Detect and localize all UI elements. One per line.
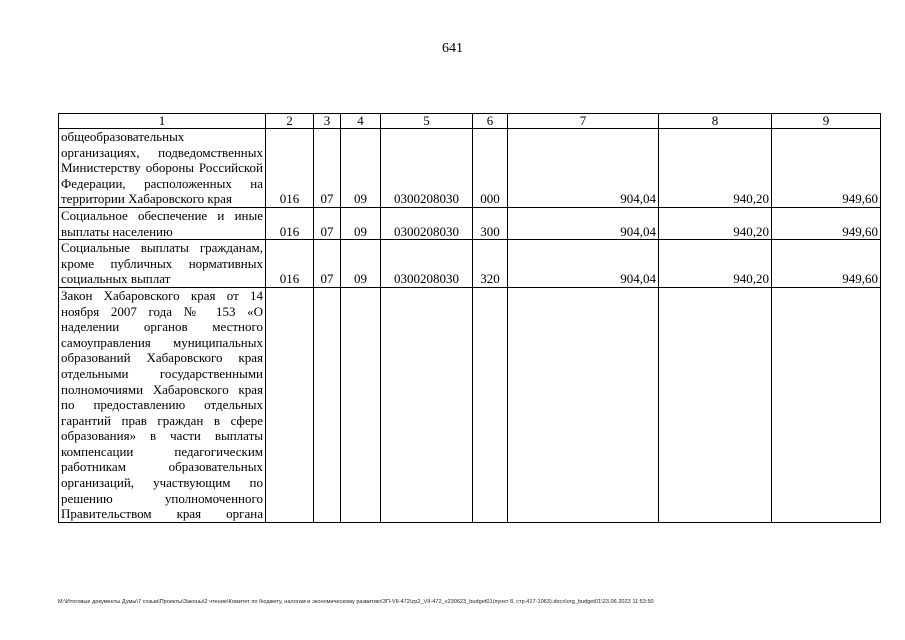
target-article-code: 0300208030: [381, 129, 473, 208]
header-cell: 6: [473, 114, 508, 129]
table-row: [59, 129, 881, 208]
amount-col9: 949,60: [772, 240, 881, 288]
section-code: 07: [314, 129, 341, 208]
ministry-code: 016: [266, 240, 314, 288]
row-description: Закон Хабаровского края от 14 ноября 2007 года № 153 «О наделении органов местного самоуправления муниципальных образований Хабаровского края отдельными государственными полномочиями Хабаровского края по предоставлению отдельных гарантий прав граждан в сфере образования» в части выплаты компенсации педагогическим работникам образовательных организаций, участвующим по решению уполномоченного Правительством края органа: [59, 287, 266, 522]
amount-col7: 904,04: [508, 207, 659, 239]
section-code: 07: [314, 207, 341, 239]
header-cell: 4: [341, 114, 381, 129]
subsection-code: [341, 287, 381, 522]
amount-col9: 949,60: [772, 207, 881, 239]
amount-col7: 904,04: [508, 129, 659, 208]
row-description: Социальные выплаты гражданам, кроме публичных нормативных социальных выплат: [59, 240, 266, 288]
target-article-code: 0300208030: [381, 240, 473, 288]
amount-col8: 940,20: [659, 240, 772, 288]
subsection-code: 09: [341, 129, 381, 208]
ministry-code: 016: [266, 129, 314, 208]
amount-col8: 940,20: [659, 129, 772, 208]
amount-col7: 904,04: [508, 240, 659, 288]
header-cell: 9: [772, 114, 881, 129]
ministry-code: [266, 287, 314, 522]
expense-type-code: 300: [473, 207, 508, 239]
header-cell: 7: [508, 114, 659, 129]
header-cell: 3: [314, 114, 341, 129]
target-article-code: [381, 287, 473, 522]
subsection-code: 09: [341, 207, 381, 239]
table-row: [59, 207, 881, 239]
header-cell: 8: [659, 114, 772, 129]
section-code: 07: [314, 240, 341, 288]
budget-table: [58, 113, 881, 523]
table-row: [59, 287, 881, 522]
header-cell: 5: [381, 114, 473, 129]
table-row: [59, 240, 881, 288]
expense-type-code: 320: [473, 240, 508, 288]
header-cell: 2: [266, 114, 314, 129]
amount-col8: 940,20: [659, 207, 772, 239]
ministry-code: 016: [266, 207, 314, 239]
expense-type-code: [473, 287, 508, 522]
amount-col8: [659, 287, 772, 522]
row-description: общеобразовательных организациях, подведомственных Министерству обороны Российской Федерации, расположенных на территории Хабаровского края: [59, 129, 266, 208]
target-article-code: 0300208030: [381, 207, 473, 239]
table-header-row: [59, 114, 881, 129]
subsection-code: 09: [341, 240, 381, 288]
page-number: 641: [442, 41, 463, 56]
section-code: [314, 287, 341, 522]
row-description: Социальное обеспечение и иные выплаты населению: [59, 207, 266, 239]
header-cell: 1: [59, 114, 266, 129]
expense-type-code: 000: [473, 129, 508, 208]
amount-col7: [508, 287, 659, 522]
document-footer-path: M:\Итоговые документы Думы\7 созыв\Проекты\Законы\2 чтение\Комитет по бюджету, налогам и экономическому развитию\ЗП-VII-472\zp2_VII-472_v230623_budget01(пункт 8, стр.417-1063).docx\org_budget01\23.06.2023 11:53:50: [58, 599, 654, 605]
amount-col9: 949,60: [772, 129, 881, 208]
amount-col9: [772, 287, 881, 522]
